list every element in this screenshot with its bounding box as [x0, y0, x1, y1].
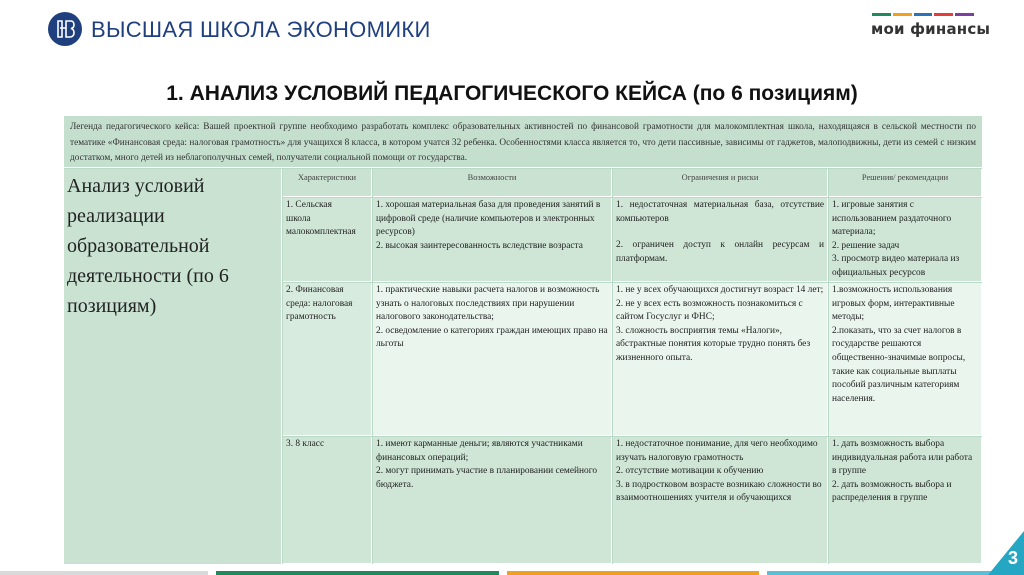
left-title-line [67, 171, 278, 201]
column-header-opportunities: Возможности [373, 169, 612, 197]
row1-opportunities [373, 198, 612, 282]
footer-bar [0, 571, 208, 575]
cell-line: 1. недостаточное понимание, для чего необходимо изучать налоговую грамотность [616, 439, 818, 463]
row1-solutions [829, 198, 982, 282]
column-header-characteristics: Характеристики [283, 169, 372, 197]
cell-line: 1. хорошая материальная база для проведения занятий в цифровой среде (наличие компьютеров и электронных ресурсов) [376, 200, 601, 238]
cell-line: 3. сложность восприятия темы «Налоги», абстрактные понятия которые трудно понять без жизненного опыта. [616, 325, 811, 363]
cell-line: среда: налоговая [286, 298, 353, 309]
row2-solutions [829, 283, 982, 436]
footer-bar [216, 571, 499, 575]
cell-line: малокомплектная [286, 227, 356, 238]
cell-line: 2. Финансовая [286, 285, 344, 295]
hse-logo [48, 12, 82, 46]
stripe [893, 13, 912, 16]
slide-title: 1. АНАЛИЗ УСЛОВИЙ ПЕДАГОГИЧЕСКОГО КЕЙСА (по 6 позициям) [166, 82, 858, 105]
page-corner-icon [988, 531, 1024, 575]
partner-logo: мои финансы [871, 20, 991, 38]
stripe [872, 13, 891, 16]
cell-line: 2. дать возможность выбора и распределения в группе [832, 479, 952, 504]
cell-line: 2. не у всех есть возможность познакомиться с сайтом Госуслуг и ФНС; [616, 298, 803, 323]
left-title-line: деятельности (по 6 [67, 265, 229, 287]
footer-bar [767, 571, 1024, 575]
stripe [955, 13, 974, 16]
row1-risks [613, 198, 828, 282]
row1-characteristic [283, 198, 372, 282]
cell-line: 1. не у всех обучающихся достигнут возраст 14 лет; [616, 285, 824, 295]
left-title [64, 169, 282, 564]
row3-characteristic [283, 437, 372, 564]
row3-risks [613, 437, 828, 564]
cell-line: 2. осведомление о категориях граждан имеющих право на льготы [376, 325, 608, 350]
cell-line: 3. просмотр видео материала из официальных ресурсов [832, 254, 960, 278]
column-header-risks: Ограничения и риски [613, 169, 828, 197]
hse-emblem-icon [53, 17, 77, 41]
cell-line: 1.возможность использования игровых форм, интерактивные методы; [832, 285, 955, 323]
row3-opportunities [373, 437, 612, 564]
cell-line: 2. отсутствие мотивации к обучению [616, 466, 764, 477]
cell-line: 2.показать, что за счет налогов в государстве решаются общественно-значимые вопросы, такие как социальные выплаты пособий различным категориям населения. [832, 325, 966, 404]
left-title-line-text: Анализ условий [67, 175, 205, 197]
cell-line: грамотность [286, 312, 336, 323]
footer-bar [499, 571, 507, 575]
cell-line: 2. решение задач [832, 240, 900, 251]
row2-risks [613, 283, 828, 436]
stripe [934, 13, 953, 16]
partner-logo-stripes [872, 13, 974, 16]
row2-opportunities [373, 283, 612, 436]
cell-line: 1. имеют карманные деньги; являются участниками финансовых операций; [376, 439, 583, 463]
cell-line: 1. практические навыки расчета налогов и возможность узнать о налоговых последствиях при нарушении налогового законодательства; [376, 285, 600, 323]
cell-line: 1. дать возможность выбора индивидуальная работа или работа в группе [832, 439, 973, 477]
org-name: ВЫСШАЯ ШКОЛА ЭКОНОМИКИ [91, 17, 431, 42]
cell-line: 3. в подростковом возрасте возникаю сложности во взаимоотношениях учителя и обучающихся [616, 479, 822, 504]
case-legend: Легенда педагогического кейса: Вашей проектной группе необходимо разработать комплекс образовательных активностей по финансовой грамотности для малокомплектная школа, находящаяся в сельской местности по тематике «Финансовая среда: налоговая грамотность» для учащихся 8 класса, в котором учатся 32 ребенка. Особенностями класса является то, что дети пассивные, зависимы от гаджетов, малоподвижны, дети из семей с низким достатком, много детей из неблагополучных семей, получатели социальной помощи от государства. [64, 116, 982, 168]
row2-characteristic [283, 283, 372, 436]
cell-line: 1. недостаточная материальная база, отсутствие компьютеров [616, 200, 824, 224]
footer-bar [507, 571, 759, 575]
blank-line [616, 226, 824, 239]
footer-bar [208, 571, 216, 575]
left-title-line: образовательной [67, 235, 210, 257]
cell-line: 3. 8 класс [286, 439, 325, 449]
cell-line: 2. высокая заинтересованность вследствие возраста [376, 240, 583, 251]
row3-solutions [829, 437, 982, 564]
column-header-solutions: Решения/ рекомендации [829, 169, 982, 197]
footer-bar [759, 571, 767, 575]
cell-line: школа [286, 213, 311, 224]
footer-color-bars [0, 571, 1024, 575]
cell-line: 1. Сельская [286, 200, 332, 210]
analysis-table [64, 116, 982, 564]
cell-line: 2. ограничен доступ к онлайн ресурсам и платформам. [616, 240, 824, 264]
cell-line: 1. игровые занятия с использованием раздаточного материала; [832, 200, 952, 238]
page-number: 3 [1007, 548, 1018, 568]
stripe [914, 13, 933, 16]
cell-line: 2. могут принимать участие в планировании семейного бюджета. [376, 466, 598, 490]
left-title-line: реализации [67, 205, 165, 227]
left-title-line: позициям) [67, 295, 157, 317]
